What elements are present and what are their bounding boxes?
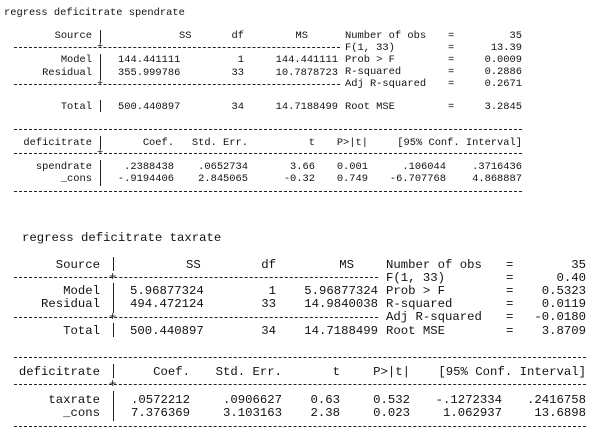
stat-label: Prob > F (345, 54, 395, 66)
coef-row-t: 3.66 (290, 161, 315, 173)
coef-row-se: .0652734 (198, 161, 248, 173)
anova-header-ss: SS (186, 258, 201, 272)
coef-row-coef: .0572212 (130, 393, 190, 407)
coef-header-coef: Coef. (153, 365, 190, 379)
anova-total-source: Total (60, 101, 92, 113)
coef-header-ci: [95% Conf. Interval] (438, 365, 586, 379)
coef-row-var: _cons (63, 406, 100, 420)
anova-header-df: df (261, 258, 276, 272)
anova-row-ms: 5.96877324 (304, 284, 378, 298)
anova-header-ms: MS (339, 258, 354, 272)
stat-eq: = (506, 258, 514, 272)
stat-value: 0.5323 (541, 284, 586, 298)
coef-row-ci-hi: .2416758 (526, 393, 586, 407)
stat-value: 13.39 (490, 42, 522, 54)
coef-row-t: 2.38 (310, 406, 340, 420)
coef-header-se: Std. Err. (191, 137, 248, 149)
stat-value: 35 (509, 30, 522, 42)
stat-label: F(1, 33) (345, 42, 395, 54)
coef-header-se: Std. Err. (215, 365, 282, 379)
coef-row-var: spendrate (35, 161, 92, 173)
anova-row-source: Residual (40, 297, 100, 311)
coef-row-ci-hi: .3716436 (472, 161, 522, 173)
coef-row-p: 0.749 (336, 173, 368, 185)
coef-depvar: deficitrate (18, 365, 100, 379)
stat-eq: = (506, 284, 514, 298)
stat-value: 0.2886 (484, 66, 522, 78)
coef-header-p: P>|t| (336, 137, 368, 149)
anova-row-ss: 355.999786 (118, 67, 181, 79)
command-line: regress deficitrate taxrate (22, 231, 222, 245)
coef-row-ci-hi: 13.6898 (534, 406, 586, 420)
coef-row-t: 0.63 (310, 393, 340, 407)
anova-total-ms: 14.7188499 (304, 324, 378, 338)
anova-header-source: Source (54, 30, 92, 42)
coef-rule-top (14, 357, 586, 358)
coef-row-se: 2.845065 (198, 173, 248, 185)
stat-label: Number of obs (386, 258, 482, 272)
coef-header-p: P>|t| (373, 365, 410, 379)
stat-value: 0.2671 (484, 78, 522, 90)
anova-row-ss: 494.472124 (130, 297, 204, 311)
coef-row-se: 3.103163 (222, 406, 282, 420)
anova-row-df: 33 (231, 67, 244, 79)
anova-header-ms: MS (295, 30, 308, 42)
coef-row-p: 0.023 (373, 406, 410, 420)
coef-row-var: _cons (60, 173, 92, 185)
anova-total-ss: 500.440897 (118, 101, 181, 113)
stat-eq: = (448, 42, 455, 54)
stat-value: 3.2845 (484, 101, 522, 113)
coef-rule-bottom (14, 191, 522, 192)
anova-row-df: 1 (268, 284, 276, 298)
stat-eq: = (448, 101, 455, 113)
stat-eq: = (506, 297, 514, 311)
anova-row-df: 1 (237, 54, 244, 66)
anova-row-source: Model (60, 54, 92, 66)
anova-total-df: 34 (231, 101, 244, 113)
coef-row-coef: -.9194406 (117, 173, 174, 185)
coef-header-t: t (308, 137, 315, 149)
anova-row-df: 33 (261, 297, 276, 311)
stat-eq: = (506, 324, 514, 338)
anova-total-ms: 14.7188499 (275, 101, 338, 113)
coef-row-p: 0.532 (373, 393, 410, 407)
coef-row-ci-lo: 1.062937 (442, 406, 502, 420)
stat-value: 0.0119 (541, 297, 586, 311)
anova-row-source: Residual (42, 67, 92, 79)
stat-eq: = (506, 310, 514, 324)
stat-value: 0.0009 (484, 54, 522, 66)
stat-eq: = (448, 54, 455, 66)
command-line: regress deficitrate spendrate (4, 7, 185, 19)
anova-total-ss: 500.440897 (130, 324, 204, 338)
stat-label: Root MSE (345, 101, 395, 113)
stat-label: Adj R-squared (386, 310, 482, 324)
coef-row-t: -0.32 (283, 173, 315, 185)
stat-eq: = (448, 30, 455, 42)
stat-value: 35 (571, 258, 586, 272)
anova-row-ms: 144.441111 (275, 54, 338, 66)
stat-value: 3.8709 (541, 324, 586, 338)
stat-value: -0.0180 (534, 310, 586, 324)
stat-eq: = (506, 271, 514, 285)
anova-row-source: Model (63, 284, 100, 298)
coef-row-ci-lo: .106044 (402, 161, 446, 173)
coef-rule-bottom (14, 426, 586, 427)
coef-header-t: t (332, 365, 340, 379)
stat-label: F(1, 33) (386, 271, 446, 285)
anova-row-ms: 14.9840038 (304, 297, 378, 311)
coef-row-coef: 7.376369 (130, 406, 190, 420)
stat-label: R-squared (386, 297, 453, 311)
stat-eq: = (448, 66, 455, 78)
coef-row-ci-lo: -.1272334 (435, 393, 502, 407)
coef-row-coef: .2388438 (124, 161, 174, 173)
stat-value: 0.40 (556, 271, 586, 285)
anova-total-df: 34 (261, 324, 276, 338)
anova-header-df: df (231, 30, 244, 42)
anova-header-source: Source (55, 258, 100, 272)
coef-header-ci: [95% Conf. Interval] (397, 137, 522, 149)
coef-row-ci-hi: 4.868887 (472, 173, 522, 185)
stat-label: Adj R-squared (345, 78, 427, 90)
stat-label: Number of obs (345, 30, 427, 42)
coef-row-se: .0906627 (222, 393, 282, 407)
coef-row-ci-lo: -6.707768 (389, 173, 446, 185)
stat-eq: = (448, 78, 455, 90)
anova-rule (14, 47, 340, 48)
anova-total-source: Total (63, 324, 100, 338)
stat-label: Root MSE (386, 324, 446, 338)
stat-label: Prob > F (386, 284, 446, 298)
anova-row-ss: 5.96877324 (130, 284, 204, 298)
anova-header-ss: SS (179, 30, 192, 42)
anova-row-ms: 10.7878723 (275, 67, 338, 79)
coef-row-p: 0.001 (336, 161, 368, 173)
coef-header-coef: Coef. (142, 137, 174, 149)
coef-rule-top (14, 129, 522, 130)
anova-row-ss: 144.441111 (118, 54, 181, 66)
stat-label: R-squared (345, 66, 402, 78)
coef-depvar: deficitrate (23, 137, 92, 149)
coef-row-var: taxrate (48, 393, 100, 407)
